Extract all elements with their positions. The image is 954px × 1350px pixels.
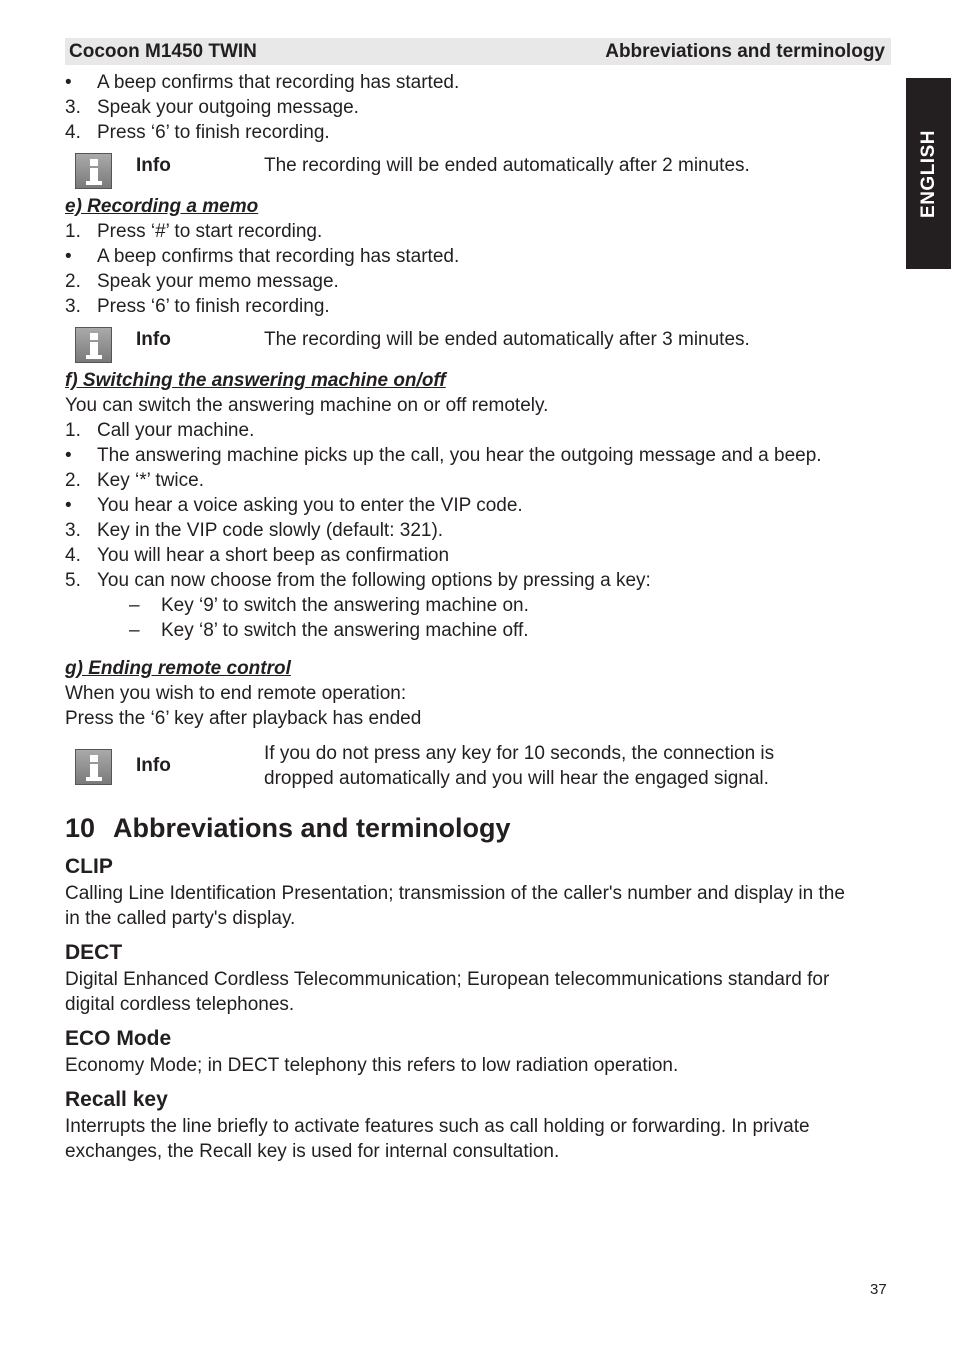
list-marker: 4. bbox=[65, 122, 81, 143]
language-tab-label: ENGLISH bbox=[917, 129, 939, 218]
info-text: The recording will be ended automatically after 3 minutes. bbox=[264, 329, 750, 350]
list-marker: • bbox=[65, 246, 72, 267]
list-item bbox=[65, 269, 895, 294]
list-item bbox=[65, 95, 895, 120]
list-marker: – bbox=[129, 620, 140, 641]
paragraph: When you wish to end remote operation: bbox=[65, 683, 407, 704]
list-text: Key ‘9’ to switch the answering machine on. bbox=[161, 595, 529, 616]
term-description bbox=[65, 881, 895, 931]
page-number: 37 bbox=[870, 1281, 887, 1298]
list-text: Speak your outgoing message. bbox=[97, 97, 359, 118]
list-text: The answering machine picks up the call, you hear the outgoing message and a beep. bbox=[97, 445, 822, 466]
list-item bbox=[65, 443, 895, 468]
list-marker: 3. bbox=[65, 296, 81, 317]
list-marker: • bbox=[65, 495, 72, 516]
info-note bbox=[65, 741, 895, 793]
term-description bbox=[65, 1114, 895, 1164]
list-marker: 3. bbox=[65, 97, 81, 118]
info-label: Info bbox=[136, 329, 171, 350]
term-heading: DECT bbox=[65, 941, 123, 964]
description-line: exchanges, the Recall key is used for internal consultation. bbox=[65, 1141, 560, 1162]
list-marker: 1. bbox=[65, 420, 81, 441]
info-label: Info bbox=[136, 155, 171, 176]
info-text-line: If you do not press any key for 10 seconds, the connection is bbox=[264, 743, 775, 764]
list-text: You hear a voice asking you to enter the VIP code. bbox=[97, 495, 523, 516]
list-text: Key ‘8’ to switch the answering machine off. bbox=[161, 620, 529, 641]
list-item bbox=[65, 244, 895, 269]
term-description bbox=[65, 967, 895, 1017]
list-text: Press ‘#’ to start recording. bbox=[97, 221, 323, 242]
info-label: Info bbox=[136, 755, 171, 776]
term-description bbox=[65, 1053, 895, 1078]
info-icon bbox=[75, 749, 112, 785]
header-product-name: Cocoon M1450 TWIN bbox=[69, 41, 257, 62]
list-marker: 1. bbox=[65, 221, 81, 242]
list-text: You will hear a short beep as confirmation bbox=[97, 545, 450, 566]
section-heading: e) Recording a memo bbox=[65, 196, 259, 217]
page-header bbox=[65, 38, 891, 65]
list-marker: 4. bbox=[65, 545, 81, 566]
list-marker: 2. bbox=[65, 470, 81, 491]
sub-list-item bbox=[65, 593, 895, 618]
list-item bbox=[65, 70, 895, 95]
info-text-line: dropped automatically and you will hear the engaged signal. bbox=[264, 768, 769, 789]
list-text: You can now choose from the following options by pressing a key: bbox=[97, 570, 651, 591]
list-item bbox=[65, 418, 895, 443]
list-text: Press ‘6’ to finish recording. bbox=[97, 122, 330, 143]
description-line: digital cordless telephones. bbox=[65, 994, 295, 1015]
description-line: Economy Mode; in DECT telephony this refers to low radiation operation. bbox=[65, 1055, 679, 1076]
list-item bbox=[65, 568, 895, 593]
chapter-number: 10 bbox=[65, 813, 96, 843]
list-item bbox=[65, 468, 895, 493]
info-icon bbox=[75, 153, 112, 189]
list-item bbox=[65, 518, 895, 543]
header-chapter-title: Abbreviations and terminology bbox=[605, 41, 885, 62]
info-note bbox=[65, 323, 895, 368]
list-item bbox=[65, 120, 895, 145]
paragraph: Press the ‘6’ key after playback has ended bbox=[65, 708, 422, 729]
info-text bbox=[264, 741, 864, 791]
list-item bbox=[65, 543, 895, 568]
description-line: in the called party's display. bbox=[65, 908, 296, 929]
info-text: The recording will be ended automatically after 2 minutes. bbox=[264, 155, 750, 176]
info-note bbox=[65, 149, 895, 194]
chapter-heading bbox=[65, 811, 895, 845]
list-text: Press ‘6’ to finish recording. bbox=[97, 296, 330, 317]
term-heading: ECO Mode bbox=[65, 1027, 172, 1050]
description-line: Digital Enhanced Cordless Telecommunication; European telecommunications standard for bbox=[65, 969, 830, 990]
term-heading: CLIP bbox=[65, 855, 113, 878]
description-line: Interrupts the line briefly to activate features such as call holding or forwarding. In private bbox=[65, 1116, 810, 1137]
sub-list-item bbox=[65, 618, 895, 643]
section-heading: g) Ending remote control bbox=[65, 658, 291, 679]
list-text: Call your machine. bbox=[97, 420, 255, 441]
list-marker: • bbox=[65, 445, 72, 466]
list-marker: • bbox=[65, 72, 72, 93]
list-item bbox=[65, 219, 895, 244]
list-text: Key in the VIP code slowly (default: 321). bbox=[97, 520, 444, 541]
paragraph: You can switch the answering machine on or off remotely. bbox=[65, 395, 549, 416]
list-text: A beep confirms that recording has started. bbox=[97, 246, 460, 267]
list-item bbox=[65, 294, 895, 319]
list-marker: 5. bbox=[65, 570, 81, 591]
list-text: A beep confirms that recording has started. bbox=[97, 72, 460, 93]
description-line: Calling Line Identification Presentation; transmission of the caller's number and display in the bbox=[65, 883, 845, 904]
section-heading: f) Switching the answering machine on/off bbox=[65, 370, 446, 391]
list-item bbox=[65, 493, 895, 518]
list-marker: – bbox=[129, 595, 140, 616]
list-marker: 3. bbox=[65, 520, 81, 541]
term-heading: Recall key bbox=[65, 1088, 168, 1111]
page-content bbox=[65, 70, 895, 1164]
list-text: Key ‘*’ twice. bbox=[97, 470, 204, 491]
list-text: Speak your memo message. bbox=[97, 271, 339, 292]
list-marker: 2. bbox=[65, 271, 81, 292]
info-icon bbox=[75, 327, 112, 363]
chapter-title: Abbreviations and terminology bbox=[113, 813, 511, 843]
language-tab bbox=[906, 78, 951, 269]
